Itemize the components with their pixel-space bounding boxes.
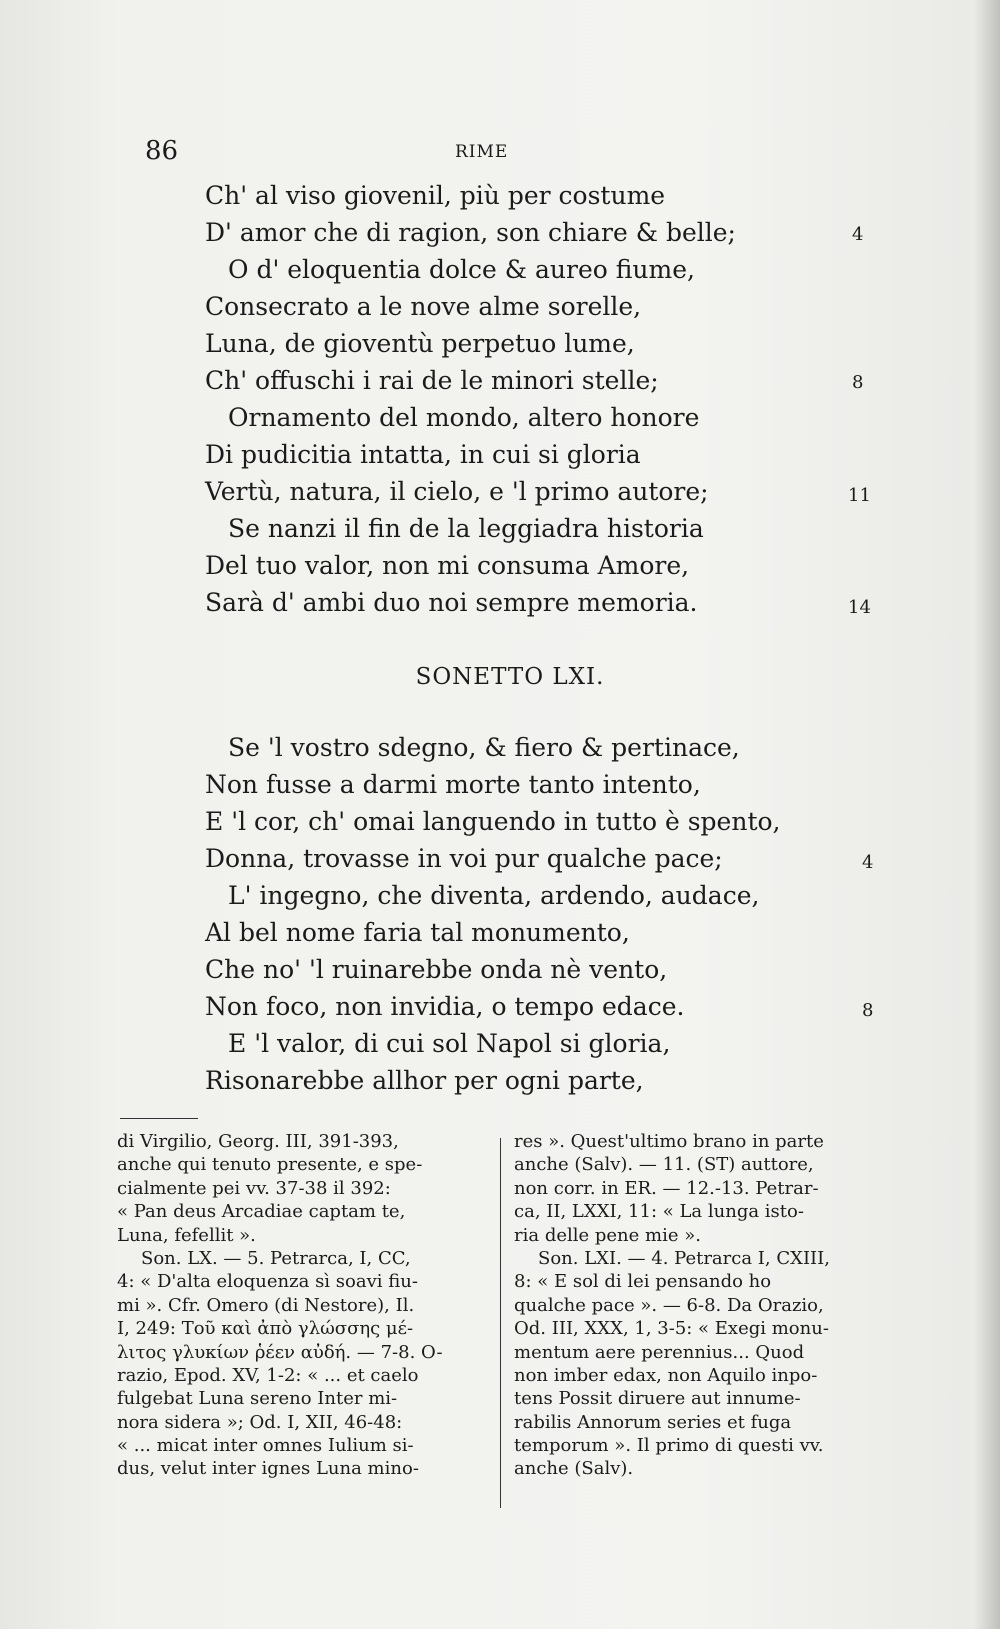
footnote-line: Son. LX. — 5. Petrarca, I, CC, bbox=[141, 1247, 411, 1269]
footnote-line: mi ». Cfr. Omero (di Nestore), Il. bbox=[117, 1294, 415, 1316]
footnote-line: anche (Salv). — 11. (ST) auttore, bbox=[514, 1154, 814, 1176]
footnote-line: ca, II, LXXI, 11: « La lunga isto- bbox=[514, 1201, 804, 1223]
verse-line: Ch' al viso giovenil, più per costume bbox=[205, 181, 666, 210]
verse-line: D' amor che di ragion, son chiare & belle; bbox=[205, 218, 736, 247]
verse-line: O d' eloquentia dolce & aureo fiume, bbox=[228, 255, 695, 284]
footnote-line: « Pan deus Arcadiae captam te, bbox=[117, 1201, 406, 1223]
verse-line: Che no' 'l ruinarebbe onda nè vento, bbox=[205, 955, 668, 984]
footnote-line: Od. III, XXX, 1, 3-5: « Exegi monu- bbox=[514, 1318, 829, 1340]
verse-line: Non foco, non invidia, o tempo edace. bbox=[205, 992, 685, 1021]
verse-line: Ch' offuschi i rai de le minori stelle; bbox=[205, 366, 659, 395]
page-header bbox=[0, 130, 1000, 170]
footnote-line: Son. LXI. — 4. Petrarca I, CXIII, bbox=[538, 1247, 830, 1269]
footnote-line: qualche pace ». — 6-8. Da Orazio, bbox=[514, 1294, 824, 1316]
line-number: 8 bbox=[862, 1000, 874, 1021]
verse-line: E 'l cor, ch' omai languendo in tutto è spento, bbox=[205, 807, 781, 836]
verse-line: Vertù, natura, il cielo, e 'l primo autore; bbox=[205, 477, 709, 506]
verse-line: Sarà d' ambi duo noi sempre memoria. bbox=[205, 588, 698, 617]
footnote-line: non corr. in ER. — 12.-13. Petrar- bbox=[514, 1177, 819, 1199]
running-head: RIME bbox=[455, 142, 509, 162]
footnote-line: anche qui tenuto presente, e spe- bbox=[117, 1154, 423, 1176]
footnote-line: anche (Salv). bbox=[514, 1458, 634, 1480]
footnote-line: Luna, fefellit ». bbox=[117, 1224, 256, 1246]
verse-line: Del tuo valor, non mi consuma Amore, bbox=[205, 551, 690, 580]
footnotes-left-column bbox=[117, 1130, 487, 1481]
page-edge-shadow bbox=[974, 0, 1000, 1629]
verse-line: Ornamento del mondo, altero honore bbox=[228, 403, 700, 432]
footnote-line: 4: « D'alta eloquenza sì soavi fiu- bbox=[117, 1271, 418, 1293]
footnote-line: non imber edax, non Aquilo inpo- bbox=[514, 1364, 818, 1386]
footnote-line: 8: « E sol di lei pensando ho bbox=[514, 1271, 772, 1293]
verse-line: Donna, trovasse in voi pur qualche pace; bbox=[205, 844, 723, 873]
footnote-line: tens Possit diruere aut innume- bbox=[514, 1388, 801, 1410]
footnote-column-divider bbox=[500, 1138, 501, 1508]
line-number: 4 bbox=[852, 224, 864, 245]
footnote-line: « ... micat inter omnes Iulium si- bbox=[117, 1435, 414, 1457]
footnote-line: res ». Quest'ultimo brano in parte bbox=[514, 1131, 824, 1152]
footnotes-right-column bbox=[514, 1130, 882, 1481]
footnote-line: dus, velut inter ignes Luna mino- bbox=[117, 1458, 419, 1480]
line-number: 4 bbox=[862, 852, 874, 873]
footnote-line: razio, Epod. XV, 1-2: « ... et caelo bbox=[117, 1364, 419, 1386]
footnote-line: temporum ». Il primo di questi vv. bbox=[514, 1435, 824, 1457]
verse-line: Consecrato a le nove alme sorelle, bbox=[205, 292, 642, 321]
verse-line: L' ingegno, che diventa, ardendo, audace, bbox=[228, 881, 760, 910]
footnote-line: rabilis Annorum series et fuga bbox=[514, 1411, 792, 1433]
verse-line: Al bel nome faria tal monumento, bbox=[205, 918, 630, 947]
footnote-rule bbox=[120, 1118, 198, 1119]
footnote-line: I, 249: Τοῦ καὶ ἀπὸ γλώσσης μέ- bbox=[117, 1318, 414, 1340]
footnote-line: cialmente pei vv. 37-38 il 392: bbox=[117, 1177, 391, 1199]
sonnet-title: SONETTO LXI. bbox=[415, 664, 605, 690]
footnote-line: ria delle pene mie ». bbox=[514, 1224, 701, 1246]
footnote-line: nora sidera »; Od. I, XII, 46-48: bbox=[117, 1411, 403, 1433]
footnote-line: di Virgilio, Georg. III, 391-393, bbox=[117, 1131, 399, 1152]
line-number: 8 bbox=[852, 372, 864, 393]
verse-line: Luna, de gioventù perpetuo lume, bbox=[205, 329, 635, 358]
verse-line: Se 'l vostro sdegno, & fiero & pertinace, bbox=[228, 733, 740, 762]
verse-line: Se nanzi il fin de la leggiadra historia bbox=[228, 514, 704, 543]
footnote-line: fulgebat Luna sereno Inter mi- bbox=[117, 1388, 398, 1410]
verse-line: Di pudicitia intatta, in cui si gloria bbox=[205, 440, 641, 469]
verse-line: E 'l valor, di cui sol Napol si gloria, bbox=[228, 1029, 671, 1058]
page-number: 86 bbox=[145, 136, 179, 166]
footnote-line: λιτος γλυκίων ῥέεν αὐδή. — 7-8. O- bbox=[117, 1341, 443, 1363]
footnote-line: mentum aere perennius... Quod bbox=[514, 1341, 805, 1363]
line-number: 14 bbox=[848, 597, 871, 618]
line-number: 11 bbox=[848, 485, 871, 506]
verse-line: Risonarebbe allhor per ogni parte, bbox=[205, 1066, 644, 1095]
verse-line: Non fusse a darmi morte tanto intento, bbox=[205, 770, 701, 799]
